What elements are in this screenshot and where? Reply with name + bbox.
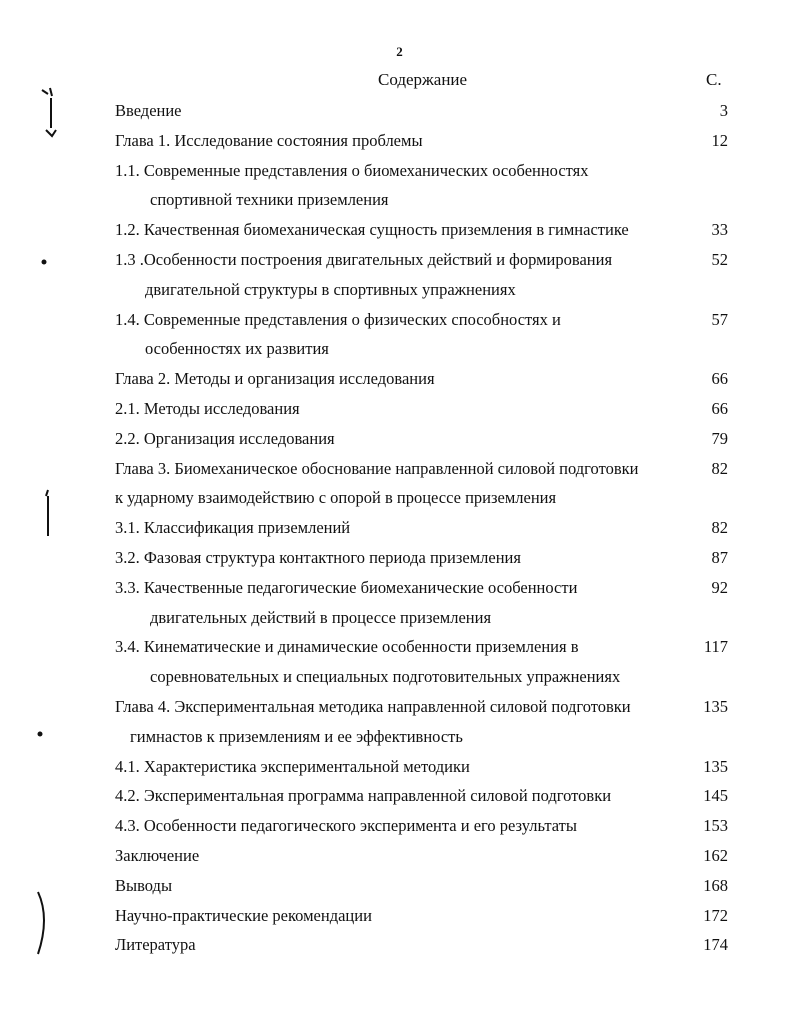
toc-heading [0,70,799,94]
toc-entry-text: 4.3. Особенности педагогического эксперимента и его результаты [115,816,577,836]
toc-entry [0,334,799,364]
toc-entry-text: Заключение [115,845,200,865]
toc-entry-text: Введение [115,101,182,120]
toc-entry [0,245,799,275]
toc-entry [0,901,799,931]
toc-entry-page: 135 [703,696,728,716]
toc-entry-text: 3.2. Фазовая структура контактного периода приземления [115,547,521,567]
toc-entry-text: Научно-практические рекомендации [115,905,372,925]
toc-entry [0,543,799,573]
toc-entry-text: 1.4. Современные представления о физических способностях и [115,309,561,329]
toc-entry-page: 33 [711,220,728,240]
toc-entry [0,156,799,186]
toc-entry [0,662,799,692]
toc-entry-page: 135 [703,756,728,776]
toc-entry-text: спортивной техники приземления [150,190,389,210]
toc-entry-page: 117 [703,637,728,657]
toc-entry [0,126,799,156]
toc-entry [0,722,799,752]
toc-entry [0,185,799,215]
toc-entry-text: 1.1. Современные представления о биомеханических особенностях [115,160,589,180]
toc-entry-page: 66 [711,398,728,418]
toc-entry-text: 1.3 .Особенности построения двигательных действий и формирования [115,249,613,269]
page-column-label: С. [706,70,722,89]
toc-entry [0,454,799,484]
toc-entry [0,692,799,722]
toc-entry [0,483,799,513]
toc-entry-text: Выводы [115,875,173,895]
toc-entry-text: Глава 3. Биомеханическое обоснование направленной силовой подготовки [115,458,639,478]
toc-entry [0,275,799,305]
toc-entry [0,632,799,662]
toc-entry-page: 145 [703,786,728,806]
toc-entry [0,364,799,394]
page-number: 2 [396,44,403,59]
toc-entry-page: 172 [703,905,728,925]
toc-entry-page: 92 [711,577,728,597]
toc-entry-text: 1.2. Качественная биомеханическая сущность приземления в гимнастике [115,220,629,240]
toc-entry-text: 3.3. Качественные педагогические биомеханические особенности [115,577,578,597]
toc-entry-text: двигательной структуры в спортивных упражнениях [145,279,516,299]
toc-entry-page: 153 [703,816,728,836]
toc-entry [0,811,799,841]
toc-entry [0,424,799,454]
toc-entry-text: соревновательных и специальных подготовительных упражнениях [150,667,621,687]
toc-entry-text: двигательных действий в процессе приземления [150,607,492,627]
toc-entry [0,394,799,424]
toc-entry-page: 82 [711,458,728,478]
toc-entry [0,215,799,245]
toc-entry [0,841,799,871]
toc-entry-page: 162 [703,845,728,865]
toc-entry [0,513,799,543]
toc-entry [0,573,799,603]
toc-entry-page: 168 [703,875,728,895]
toc-entry-page: 82 [711,518,728,538]
toc-entry-page: 52 [711,249,728,269]
toc-entry [0,603,799,633]
toc-entry-page: 87 [711,547,728,567]
toc-entry-page: 66 [711,369,728,389]
toc-title: Содержание [378,70,468,89]
toc-entry-text: 2.1. Методы исследования [115,398,300,418]
toc-entry-text: 4.1. Характеристика экспериментальной методики [115,756,470,776]
toc-entry-text: 2.2. Организация исследования [115,428,335,448]
toc-entry-text: Глава 2. Методы и организация исследования [115,369,435,389]
toc-entry-text: гимнастов к приземлениям и ее эффективность [130,726,463,746]
toc-entry [0,871,799,901]
toc-entry-text: Глава 4. Экспериментальная методика направленной силовой подготовки [115,696,631,716]
toc-entry [0,96,799,126]
toc-entry-page: 12 [711,130,728,150]
toc-entry-text: 3.4. Кинематические и динамические особенности приземления в [115,637,579,657]
toc-entry-text: особенностях их развития [145,339,329,359]
toc-entry-text: к ударному взаимодействию с опорой в процессе приземления [115,488,557,508]
toc-entry-text: Литература [115,935,196,955]
toc-entry [0,752,799,782]
toc-entry [0,305,799,335]
toc-entry [0,781,799,811]
toc-entry-page: 79 [711,428,728,448]
toc-entry-text: 4.2. Экспериментальная программа направленной силовой подготовки [115,786,612,806]
toc-entry-page: 57 [711,309,728,329]
toc-entry-text: Глава 1. Исследование состояния проблемы [115,130,423,150]
table-of-contents [0,96,799,960]
toc-entry-page: 3 [719,101,728,120]
toc-entry-text: 3.1. Классификация приземлений [115,518,351,538]
toc-entry [0,930,799,960]
toc-entry-page: 174 [703,935,728,955]
